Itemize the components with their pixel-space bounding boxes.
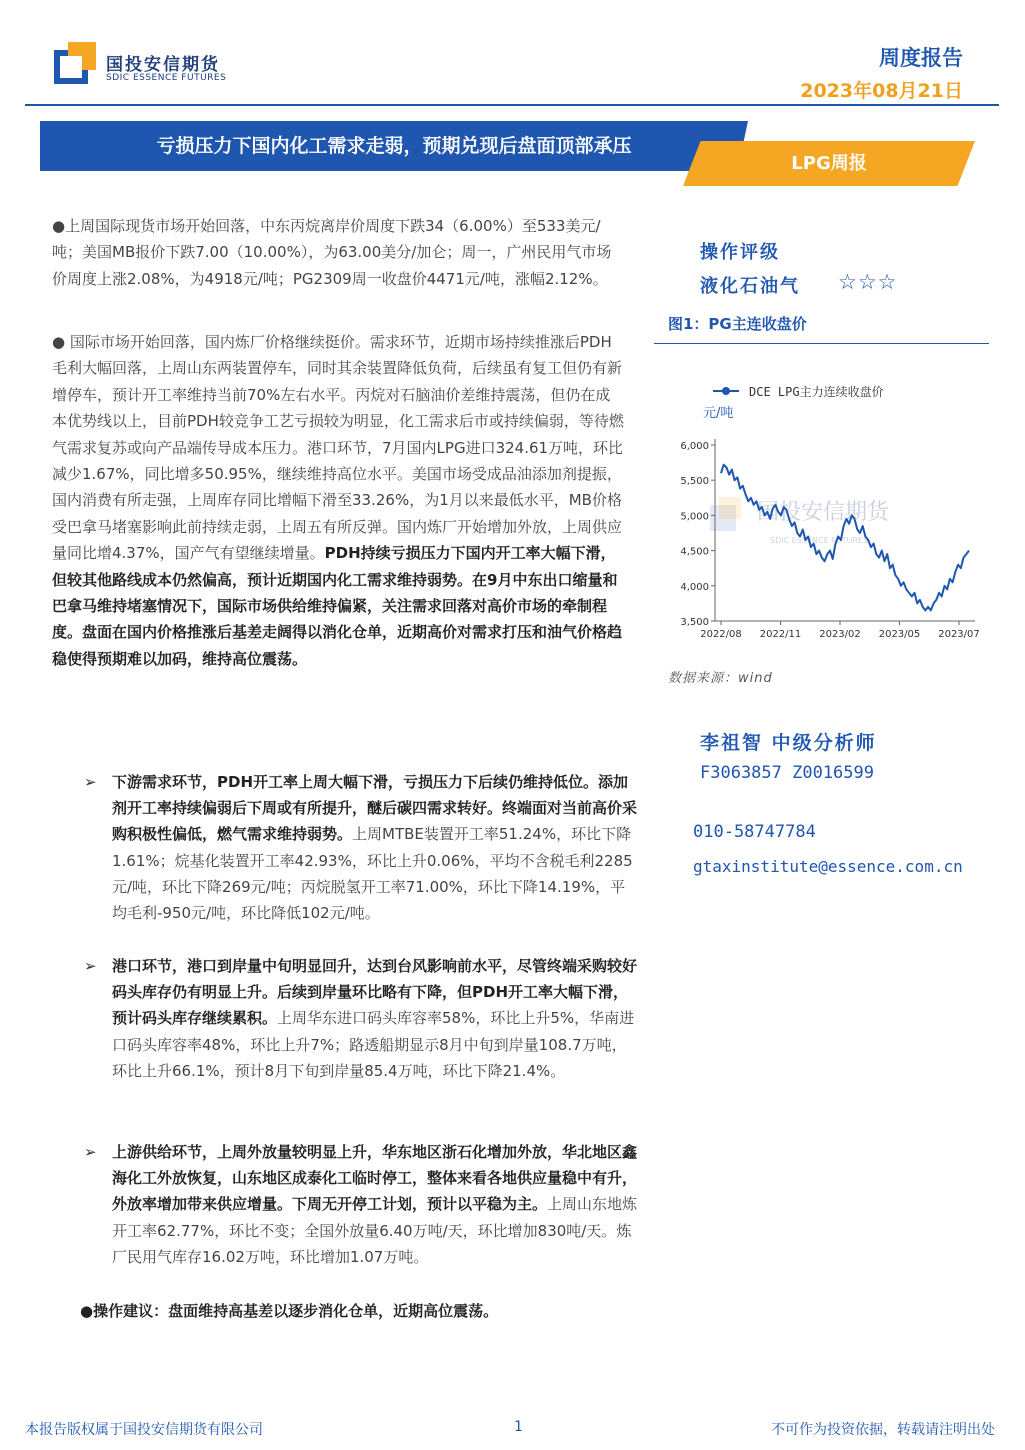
brand-name-en: SDIC ESSENCE FUTURES	[106, 73, 227, 83]
rating-product: 液化石油气	[700, 276, 800, 297]
x-tick-label: 2022/11	[759, 629, 802, 640]
chart-legend: DCE LPG主力连续收盘价	[749, 385, 884, 399]
y-tick-label: 3,500	[680, 617, 709, 628]
x-tick-label: 2023/05	[878, 629, 921, 640]
brand-name-cn: 国投安信期货	[106, 55, 220, 75]
price-chart	[655, 375, 985, 655]
watermark-text-en: SDIC ESSENCE FUTURES	[770, 536, 869, 545]
arrow-bullet-icon: ➢	[84, 1143, 97, 1161]
header-divider	[25, 104, 999, 106]
figure-title: 图1：PG主连收盘价	[668, 315, 807, 333]
paragraph-analysis	[52, 329, 624, 672]
analyst-name: 李祖智 中级分析师	[700, 732, 877, 754]
arrow-bullet-icon: ➢	[84, 773, 97, 791]
report-type: 周度报告	[879, 46, 963, 70]
paragraph-market-prices: ●上周国际现货市场开始回落，中东丙烷离岸价周度下跌34（6.00%）至533美元/吨；美国MB报价下跌7.00（10.00%），为63.00美分/加仑；周一，广州民用气市场价周度上涨2.08%，为4918元/吨；PG2309周一收盘价4471元/吨，涨幅2.12%。	[52, 217, 612, 288]
y-tick-label: 4,500	[680, 546, 709, 558]
y-tick-label: 6,000	[680, 441, 709, 452]
x-tick-label: 2022/08	[700, 629, 742, 640]
bullet-port: ➢ 港口环节，港口到岸量中旬明显回升，达到台风影响前水平，尽管终端采购较好码头库存仍有明显上升。后续到岸量环比略有下降，但PDH开工率大幅下滑，预计码头库存继续累积。上周华东进口码头库容率58%，环比上升5%，华南进口码头库容率48%，环比上升7%；路透船期显示8月中旬到岸量108.7万吨，环比上升66.1%，预计8月下旬到岸量85.4万吨，环比下降21.4%。	[84, 953, 640, 1084]
rating-title: 操作评级	[700, 242, 780, 263]
rating-stars-icon: ☆☆☆	[838, 270, 898, 294]
arrow-bullet-icon: ➢	[84, 957, 97, 975]
analysis-text: ● 国际市场开始回落，国内炼厂价格继续挺价。需求环节，近期市场持续推涨后PDH毛利大幅回落，上周山东两装置停车，同时其余装置降低负荷，后续虽有复工但仍有新增停车，预计开工率维持当前70%左右水平。丙烷对石脑油价差维持震荡，但仍在成本优势线以上，目前PDH较竞争工艺亏损较为明显，化工需求后市或持续偏弱，等待燃气需求复苏或向产品端传导成本压力。港口环节，7月国内LPG进口324.61万吨，环比减少1.67%，同比增多50.95%，继续维持高位水平。美国市场受成品油添加剂提振，国内消费有所走强，上周库存同比增幅下滑至33.26%，为1月以来最低水平，MB价格受巴拿马堵塞影响此前持续走弱，上周五有所反弹。国内炼厂开始增加外放，上周供应量同比增4.37%，国产气有望继续增量。	[52, 333, 624, 563]
report-title: 亏损压力下国内化工需求走弱，预期兑现后盘面顶部承压	[156, 135, 632, 157]
y-tick-label: 5,000	[680, 511, 709, 523]
analysis-conclusion: PDH持续亏损压力下国内开工率大幅下滑，但较其他路线成本仍然偏高，预计近期国内化工需求维持弱势。在9月中东出口缩量和巴拿马维持堵塞情况下，国际市场供给维持偏紧，关注需求回落对高价市场的牵制程度。盘面在国内价格推涨后基差走阔得以消化仓单，近期高价对需求打压和油气价格趋稳使得预期难以加码，维持高位震荡。	[52, 544, 623, 668]
paragraph-recommendation: ●操作建议：盘面维持高基差以逐步消化仓单，近期高位震荡。	[80, 1302, 499, 1320]
page-number: 1	[514, 1419, 523, 1435]
x-tick-label: 2023/07	[938, 629, 980, 640]
y-tick-label: 5,500	[680, 476, 709, 488]
x-tick-label: 2023/02	[819, 629, 861, 640]
bullet-demand: ➢ 下游需求环节，PDH开工率上周大幅下滑，亏损压力下后续仍维持低位。添加剂开工率持续偏弱后下周或有所提升，醚后碳四需求转好。终端面对当前高价采购积极性偏低，燃气需求维持弱势。上周MTBE装置开工率51.24%，环比下降1.61%；烷基化装置开工率42.93%，环比上升0.06%，平均不含税毛利2285元/吨，环比下降269元/吨；丙烷脱氢开工率71.00%，环比下降14.19%，平均毛利-950元/吨，环比降低102元/吨。	[84, 769, 640, 926]
report-tag: LPG周报	[791, 153, 867, 174]
company-logo	[54, 42, 96, 84]
chart-ylabel: 元/吨	[703, 406, 734, 421]
contact-phone: 010-58747784	[693, 822, 816, 842]
figure-divider	[654, 343, 989, 344]
legend-marker-icon	[722, 387, 730, 395]
report-date: 2023年08月21日	[800, 80, 963, 102]
analyst-cert: F3063857 Z0016599	[700, 763, 874, 783]
watermark-text-cn: 国投安信期货	[757, 500, 890, 525]
footer-disclaimer: 不可作为投资依据，转载请注明出处	[771, 1422, 995, 1438]
watermark-logo-accent	[719, 497, 741, 519]
y-tick-label: 4,000	[680, 581, 709, 593]
footer-copyright: 本报告版权属于国投安信期货有限公司	[25, 1422, 263, 1438]
bullet-supply: ➢ 上游供给环节，上周外放量较明显上升，华东地区浙石化增加外放，华北地区鑫海化工外放恢复，山东地区成泰化工临时停工，整体来看各地供应量稳中有升，外放率增加带来供应增量。下周无开停工计划，预计以平稳为主。上周山东地炼开工率62.77%，环比不变；全国外放量6.40万吨/天，环比增加830吨/天。炼厂民用气库存16.02万吨，环比增加1.07万吨。	[84, 1139, 640, 1270]
watermark	[710, 497, 891, 545]
data-source: 数据来源：wind	[668, 671, 773, 686]
contact-email[interactable]: gtaxinstitute@essence.com.cn	[693, 857, 963, 876]
